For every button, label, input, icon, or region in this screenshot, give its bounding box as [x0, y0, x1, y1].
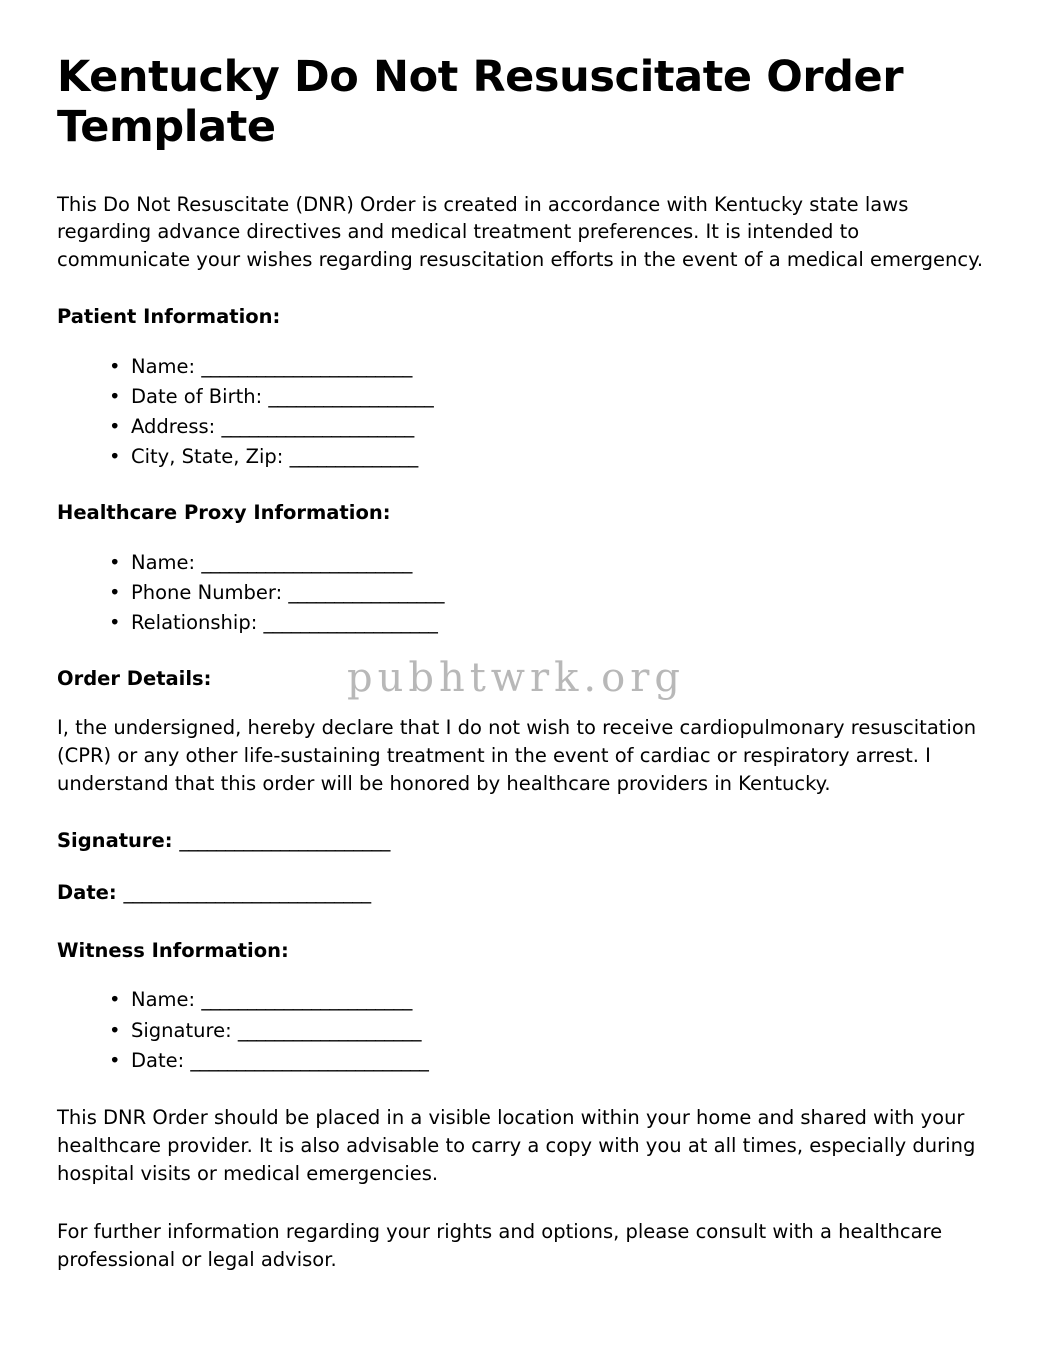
- field-blank[interactable]: ___________________: [263, 611, 438, 635]
- field-blank[interactable]: _______________________: [201, 550, 412, 574]
- signature-label: Signature:: [57, 829, 173, 853]
- closing-paragraph-1: This DNR Order should be placed in a visible location within your home and shared with your healthcare provider. It is also advisable to carry a copy with you at all times, especially during hospital visits or medical emergencies.: [57, 1106, 976, 1185]
- field-blank[interactable]: ____________________: [237, 1018, 421, 1042]
- field-blank[interactable]: _____________________: [221, 415, 414, 438]
- list-item: [109, 352, 995, 382]
- list-item: [109, 382, 995, 412]
- order-details-heading: Order Details:: [57, 667, 212, 691]
- list-item: [109, 412, 995, 442]
- field-label: Date:: [131, 1048, 185, 1072]
- field-label: City, State, Zip:: [131, 445, 284, 469]
- field-label: Address:: [131, 415, 216, 438]
- field-label: Relationship:: [131, 611, 258, 635]
- field-blank[interactable]: __________________________: [190, 1048, 429, 1072]
- witness-information-fields: [57, 985, 995, 1076]
- page-title: Kentucky Do Not Resuscitate Order Template: [57, 52, 904, 153]
- field-label: Signature:: [131, 1018, 232, 1042]
- date-blank[interactable]: ___________________________: [123, 880, 371, 904]
- field-label: Name:: [131, 988, 196, 1012]
- healthcare-proxy-fields: [57, 548, 995, 639]
- date-label: Date:: [57, 880, 117, 904]
- list-item: [109, 608, 995, 638]
- field-label: Name:: [131, 354, 196, 378]
- field-blank[interactable]: _______________________: [201, 988, 412, 1012]
- witness-information-heading: Witness Information:: [57, 939, 289, 962]
- list-item: [109, 548, 995, 578]
- patient-information-heading: Patient Information:: [57, 305, 281, 329]
- date-field: [57, 879, 995, 906]
- field-blank[interactable]: _________________: [288, 581, 444, 604]
- intro-paragraph: This Do Not Resuscitate (DNR) Order is created in accordance with Kentucky state laws regarding advance directives and medical treatment preferences. It is intended to communicate your wishes regarding resuscitation efforts in the event of a medical emergency.: [57, 192, 984, 272]
- field-label: Date of Birth:: [131, 384, 263, 408]
- signature-field: [57, 827, 995, 854]
- field-blank[interactable]: __________________: [268, 384, 434, 408]
- order-details-block: [57, 666, 995, 797]
- signature-blank[interactable]: _______________________: [179, 829, 390, 853]
- field-label: Phone Number:: [131, 581, 283, 604]
- healthcare-proxy-heading: Healthcare Proxy Information:: [57, 501, 391, 525]
- closing-paragraph-2: For further information regarding your rights and options, please consult with a healthcare professional or legal advisor.: [57, 1219, 943, 1271]
- list-item: [109, 985, 995, 1015]
- field-label: Name:: [131, 550, 196, 574]
- list-item: [109, 1046, 995, 1076]
- field-blank[interactable]: ______________: [289, 445, 418, 469]
- order-declaration-paragraph: I, the undersigned, hereby declare that I do not wish to receive cardiopulmonary resuscitation (CPR) or any other life-sustaining treatment in the event of cardiac or respiratory arrest. I understand that this order will be honored by healthcare providers in Kentucky.: [57, 715, 977, 795]
- list-item: [109, 442, 995, 472]
- patient-information-fields: [57, 352, 995, 473]
- list-item: [109, 578, 995, 608]
- list-item: [109, 1016, 995, 1046]
- field-blank[interactable]: _______________________: [201, 354, 412, 378]
- spacer: [57, 930, 995, 938]
- site-watermark: pubhtwrk.org: [347, 655, 685, 701]
